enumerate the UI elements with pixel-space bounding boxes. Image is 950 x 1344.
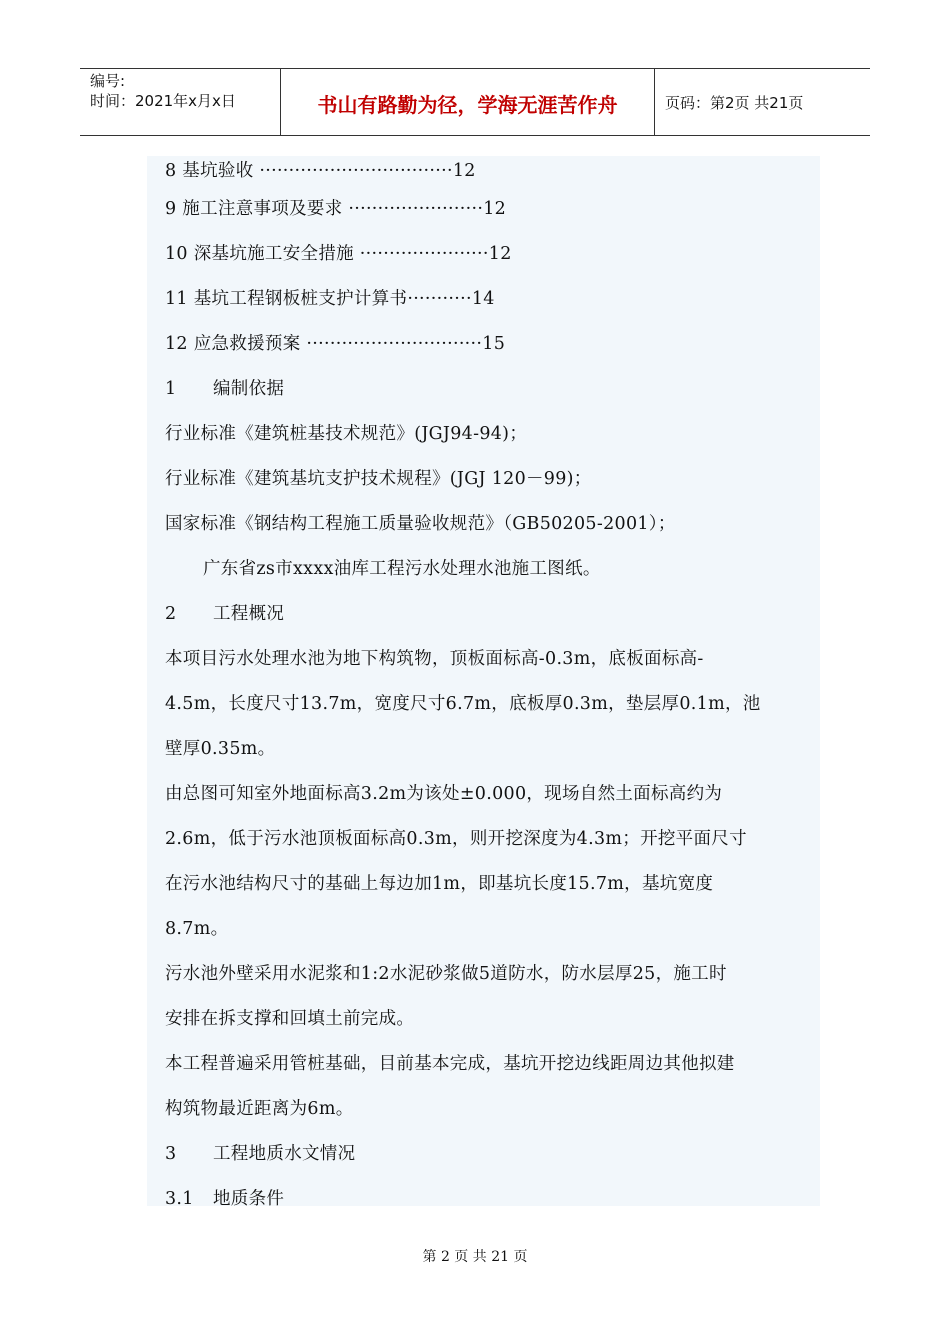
paragraph-line: 壁厚0.35m。 (165, 739, 276, 759)
header-slogan: 书山有路勤为径，学海无涯苦作舟 (281, 69, 655, 135)
section-title: 编制依据 (213, 379, 285, 399)
paragraph-line: 在污水池结构尺寸的基础上每边加1m，即基坑长度15.7m，基坑宽度 (165, 874, 714, 894)
section-number: 3.1 (165, 1189, 194, 1209)
paragraph-line: 2.6m，低于污水池顶板面标高0.3m，则开挖深度为4.3m；开挖平面尺寸 (165, 829, 747, 849)
paragraph-line: 行业标准《建筑基坑支护技术规程》(JGJ 120－99)； (165, 469, 592, 489)
section-number: 2 (165, 604, 177, 624)
paragraph-line: 污水池外壁采用水泥浆和1:2水泥砂浆做5道防水，防水层厚25，施工时 (165, 964, 727, 984)
page-header (80, 68, 870, 136)
header-page-info: 页码：第2页 共21页 (665, 93, 804, 112)
header-number: 编号: (90, 72, 126, 90)
toc-entry: 10 深基坑施工安全措施 ······················12 (165, 244, 512, 264)
document-body (147, 156, 820, 1209)
header-meta (80, 69, 281, 135)
section-title: 地质条件 (213, 1189, 285, 1209)
section-heading (165, 367, 820, 412)
paragraph-line: 本项目污水处理水池为地下构筑物，顶板面标高-0.3m，底板面标高- (165, 649, 704, 669)
section-number: 3 (165, 1144, 177, 1164)
paragraph-line: 广东省zs市xxxx油库工程污水处理水池施工图纸。 (203, 559, 601, 579)
section-heading (165, 592, 820, 637)
paragraph-line: 4.5m，长度尺寸13.7m，宽度尺寸6.7m，底板厚0.3m，垫层厚0.1m，池 (165, 694, 761, 714)
section-number: 1 (165, 379, 177, 399)
page-footer: 第 2 页 共 21 页 (422, 1249, 528, 1265)
paragraph-line: 8.7m。 (165, 919, 229, 939)
header-time: 时间：2021年x月x日 (90, 92, 236, 110)
section-title: 工程概况 (213, 604, 285, 624)
toc-entry: 12 应急救援预案 ······························15 (165, 334, 506, 354)
paragraph-line: 本工程普遍采用管桩基础，目前基本完成，基坑开挖边线距周边其他拟建 (165, 1054, 735, 1074)
paragraph-line: 由总图可知室外地面标高3.2m为该处±0.000，现场自然土面标高约为 (165, 784, 723, 804)
toc-entry: 9 施工注意事项及要求 ·······················12 (165, 199, 507, 219)
paragraph-line: 安排在拆支撑和回填土前完成。 (165, 1009, 415, 1029)
toc-entry: 8 基坑验收 ·································12 (165, 161, 476, 181)
paragraph-line: 国家标准《钢结构工程施工质量验收规范》（GB50205-2001）； (165, 514, 676, 534)
paragraph-line: 构筑物最近距离为6m。 (165, 1099, 354, 1119)
paragraph-line: 行业标准《建筑桩基技术规范》(JGJ94-94)； (165, 424, 528, 444)
toc-entry: 11 基坑工程钢板桩支护计算书···········14 (165, 289, 495, 309)
section-heading (165, 1132, 820, 1177)
section-title: 工程地质水文情况 (213, 1144, 356, 1164)
subsection-heading (165, 1177, 820, 1222)
